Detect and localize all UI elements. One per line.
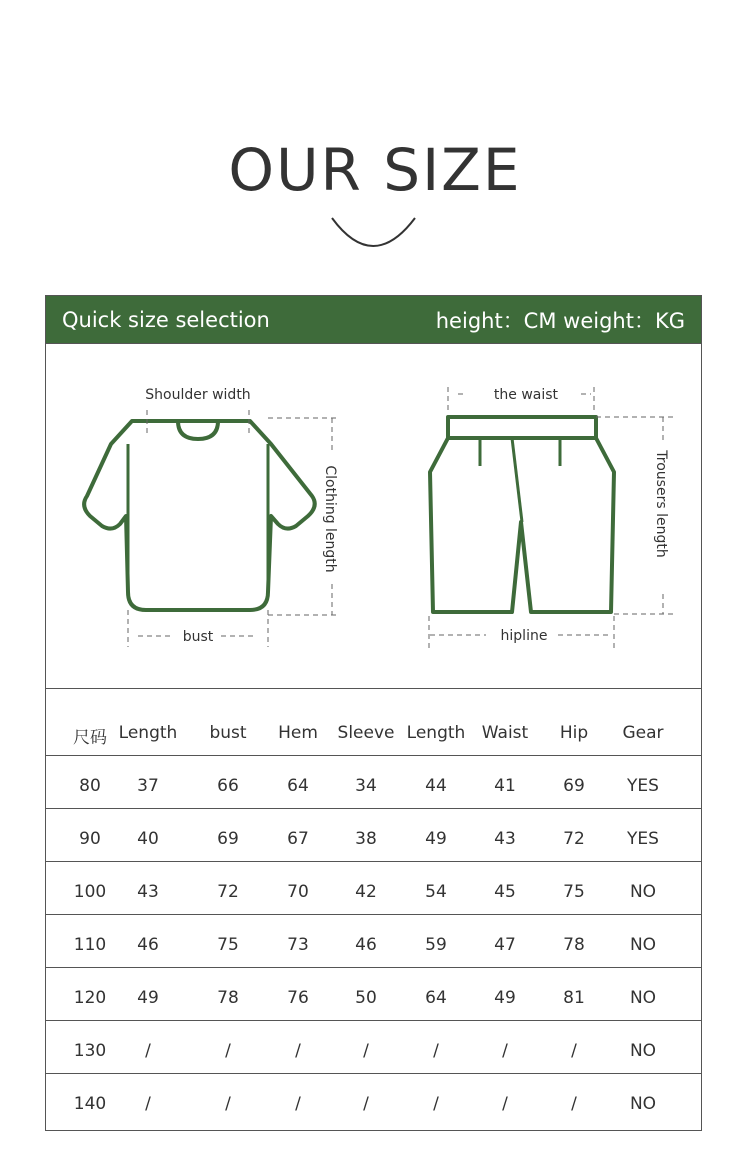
table-cell: 45 — [494, 882, 516, 902]
table-cell: / — [145, 1094, 151, 1114]
table-cell: NO — [629, 935, 657, 955]
column-header: Length — [406, 723, 466, 743]
table-row — [46, 756, 701, 809]
tshirt-icon — [84, 421, 315, 610]
table-cell: 110 — [73, 935, 107, 955]
hipline-label: hipline — [500, 628, 548, 644]
table-cell: 41 — [494, 776, 516, 796]
table-cell: / — [363, 1094, 369, 1114]
table-cell: / — [363, 1041, 369, 1061]
table-cell: 50 — [355, 988, 377, 1008]
table-cell: / — [433, 1094, 439, 1114]
table-cell: 46 — [137, 935, 159, 955]
table-cell: 72 — [217, 882, 239, 902]
table-cell: 130 — [73, 1041, 107, 1061]
table-cell: 43 — [494, 829, 516, 849]
column-header: Waist — [481, 723, 529, 743]
table-cell: 73 — [287, 935, 309, 955]
table-cell: 40 — [137, 829, 159, 849]
table-cell: 66 — [217, 776, 239, 796]
table-cell: / — [295, 1094, 301, 1114]
table-cell: NO — [629, 1041, 657, 1061]
column-header: 尺码 — [73, 728, 107, 748]
table-cell: 69 — [563, 776, 585, 796]
table-cell: YES — [627, 776, 659, 796]
clothing-length-label: Clothing length — [322, 465, 338, 573]
size-chart-header — [46, 296, 701, 344]
table-cell: 46 — [355, 935, 377, 955]
table-cell: / — [225, 1041, 231, 1061]
table-cell: 49 — [494, 988, 516, 1008]
table-cell: 100 — [73, 882, 107, 902]
column-header: Sleeve — [337, 723, 395, 743]
table-cell: 49 — [137, 988, 159, 1008]
table-cell: / — [433, 1041, 439, 1061]
table-row — [46, 809, 701, 862]
table-cell: 37 — [137, 776, 159, 796]
shorts-guides — [429, 387, 674, 649]
table-cell: 80 — [79, 776, 101, 796]
size-chart-card — [45, 295, 702, 1131]
column-header: Length — [118, 723, 178, 743]
column-header: Hip — [559, 723, 589, 743]
column-header: Gear — [622, 723, 664, 743]
table-cell: 72 — [563, 829, 585, 849]
table-cell: 34 — [355, 776, 377, 796]
table-cell: 49 — [425, 829, 447, 849]
column-header: bust — [209, 723, 247, 743]
table-cell: 44 — [425, 776, 447, 796]
table-cell: 38 — [355, 829, 377, 849]
table-cell: 78 — [217, 988, 239, 1008]
table-cell: 67 — [287, 829, 309, 849]
table-cell: / — [145, 1041, 151, 1061]
table-cell: 75 — [563, 882, 585, 902]
table-cell: 43 — [137, 882, 159, 902]
waist-label: the waist — [493, 387, 559, 403]
bust-label: bust — [182, 629, 214, 645]
table-cell: 64 — [287, 776, 309, 796]
table-cell: / — [225, 1094, 231, 1114]
table-row — [46, 862, 701, 915]
table-row — [46, 968, 701, 1021]
table-cell: / — [502, 1094, 508, 1114]
quick-size-label: Quick size selection — [62, 307, 270, 332]
shorts-icon — [430, 417, 614, 612]
size-table — [46, 688, 701, 1126]
table-cell: / — [502, 1041, 508, 1061]
table-cell: NO — [629, 1094, 657, 1114]
trousers-length-label: Trousers length — [653, 450, 669, 558]
shoulder-width-label: Shoulder width — [145, 387, 251, 403]
table-cell: 81 — [563, 988, 585, 1008]
units-label: height：CM weight：KG — [435, 308, 685, 333]
table-row — [46, 1074, 701, 1126]
page-title: OUR SIZE — [228, 136, 522, 204]
column-header: Hem — [278, 723, 318, 743]
table-cell: 54 — [425, 882, 447, 902]
table-cell: / — [295, 1041, 301, 1061]
table-cell: 76 — [287, 988, 309, 1008]
table-cell: 75 — [217, 935, 239, 955]
table-cell: NO — [629, 988, 657, 1008]
table-cell: 70 — [287, 882, 309, 902]
table-cell: 69 — [217, 829, 239, 849]
table-cell: 47 — [494, 935, 516, 955]
garment-diagram — [46, 344, 703, 688]
table-cell: 42 — [355, 882, 377, 902]
table-row — [46, 915, 701, 968]
table-cell: 120 — [73, 988, 107, 1008]
table-cell: / — [571, 1041, 577, 1061]
table-cell: 140 — [73, 1094, 107, 1114]
table-row — [46, 1021, 701, 1074]
table-header-row — [46, 689, 701, 756]
table-cell: 90 — [79, 829, 101, 849]
table-cell: NO — [629, 882, 657, 902]
table-cell: 59 — [425, 935, 447, 955]
table-cell: 78 — [563, 935, 585, 955]
table-cell: 64 — [425, 988, 447, 1008]
smile-decoration-icon — [325, 212, 425, 256]
table-cell: / — [571, 1094, 577, 1114]
table-cell: YES — [627, 829, 659, 849]
